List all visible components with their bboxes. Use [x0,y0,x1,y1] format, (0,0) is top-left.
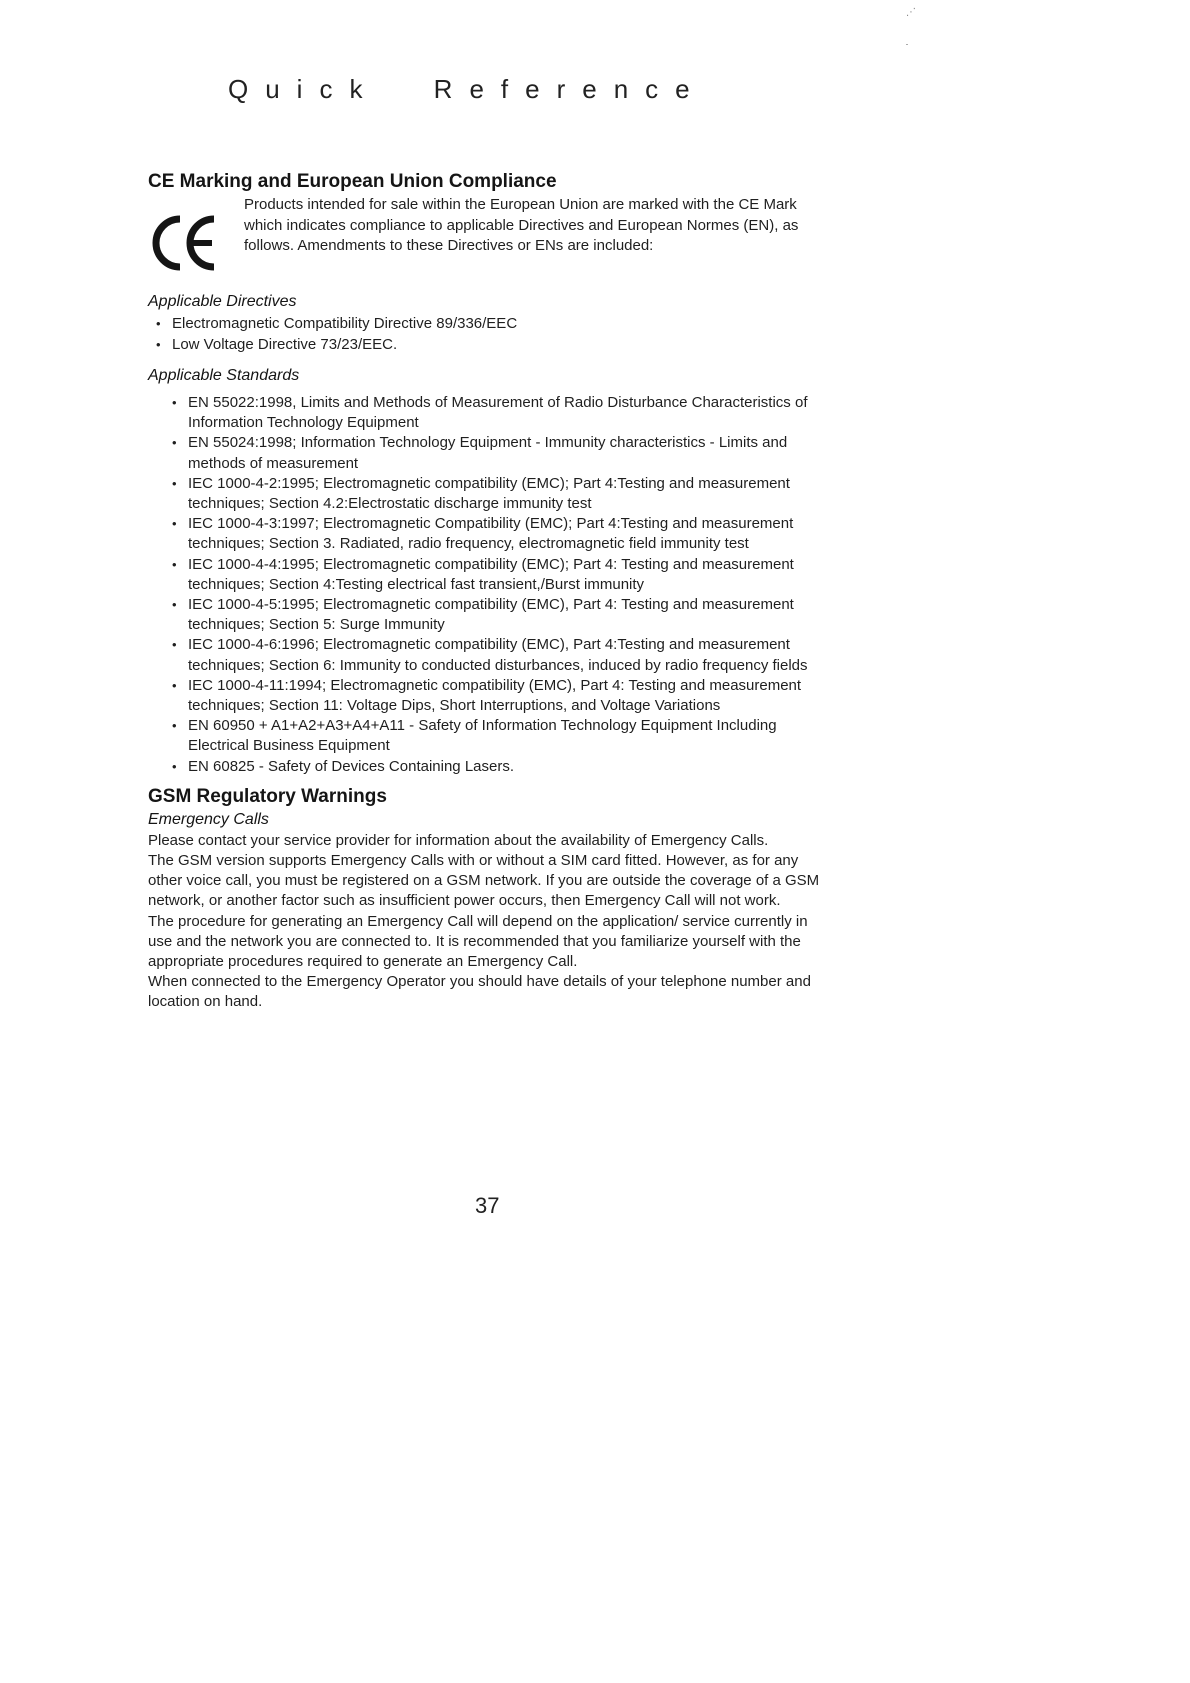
page-number: 37 [475,1193,500,1218]
list-item: • IEC 1000-4-6:1996; Electromagnetic compatibility (EMC), Part 4:Testing and measurement techniques; Section 6: Immunity to conducted disturbances, induced by radio frequency fields [164,635,828,675]
gsm-paragraph: When connected to the Emergency Operator you should have details of your telephone number and location on hand. [148,973,811,1011]
gsm-paragraph: The procedure for generating an Emergency Call will depend on the application/ service currently in use and the network you are connected to. It is recommended that you familiarize yourself with the appropriate procedures required to generate an Emergency Call. [148,912,808,971]
list-item: • IEC 1000-4-11:1994; Electromagnetic compatibility (EMC), Part 4: Testing and measurement techniques; Section 11: Voltage Dips, Short Interruptions, and Voltage Variations [164,676,828,716]
list-item: • IEC 1000-4-3:1997; Electromagnetic Compatibility (EMC); Part 4:Testing and measurement techniques; Section 3. Radiated, radio frequency, electromagnetic field immunity test [164,514,828,554]
ce-mark-icon [150,213,218,273]
applicable-standards-heading: Applicable Standards [148,367,300,384]
list-item: • IEC 1000-4-4:1995; Electromagnetic compatibility (EMC); Part 4: Testing and measurement techniques; Section 4:Testing electrical fast transient,/Burst immunity [164,555,828,595]
standards-list [164,393,828,777]
gsm-section-title: GSM Regulatory Warnings [148,785,387,807]
list-item: • IEC 1000-4-5:1995; Electromagnetic compatibility (EMC), Part 4: Testing and measurement techniques; Section 5: Surge Immunity [164,595,828,635]
list-item: • Electromagnetic Compatibility Directive 89/336/EEC [148,313,828,334]
scan-artifact: ⋰ [906,7,916,18]
applicable-directives-heading: Applicable Directives [148,293,297,310]
gsm-paragraph: Please contact your service provider for information about the availability of Emergency Calls. [148,831,769,849]
list-item: • EN 55024:1998; Information Technology Equipment - Immunity characteristics - Limits and methods of measurement [164,433,828,473]
ce-section-title: CE Marking and European Union Compliance [148,171,557,192]
list-item: • IEC 1000-4-2:1995; Electromagnetic compatibility (EMC); Part 4:Testing and measurement techniques; Section 4.2:Electrostatic discharge immunity test [164,474,828,514]
running-header: Quick Reference [228,74,707,104]
directives-list [148,313,828,355]
list-item: • EN 60825 - Safety of Devices Containing Lasers. [164,757,828,777]
gsm-paragraph: The GSM version supports Emergency Calls with or without a SIM card fitted. However, as for any other voice call, you must be registered on a GSM network. If you are outside the coverage of a GSM network, or another factor such as insufficient power occurs, then Emergency Call will not work. [148,852,820,910]
main-content [148,170,828,1013]
ce-intro-text: Products intended for sale within the European Union are marked with the CE Mark which indicates compliance to applicable Directives and European Normes (EN), as follows. Amendments to these Directives or ENs are included: [244,196,799,254]
emergency-calls-heading: Emergency Calls [148,810,269,828]
list-item: • EN 60950 + A1+A2+A3+A4+A11 - Safety of Information Technology Equipment Including Electrical Business Equipment [164,716,828,756]
ce-intro-block [148,195,828,295]
scan-artifact-dot [906,44,908,45]
list-item: • EN 55022:1998, Limits and Methods of Measurement of Radio Disturbance Characteristics of Information Technology Equipment [164,393,828,433]
list-item: • Low Voltage Directive 73/23/EEC. [148,334,828,355]
